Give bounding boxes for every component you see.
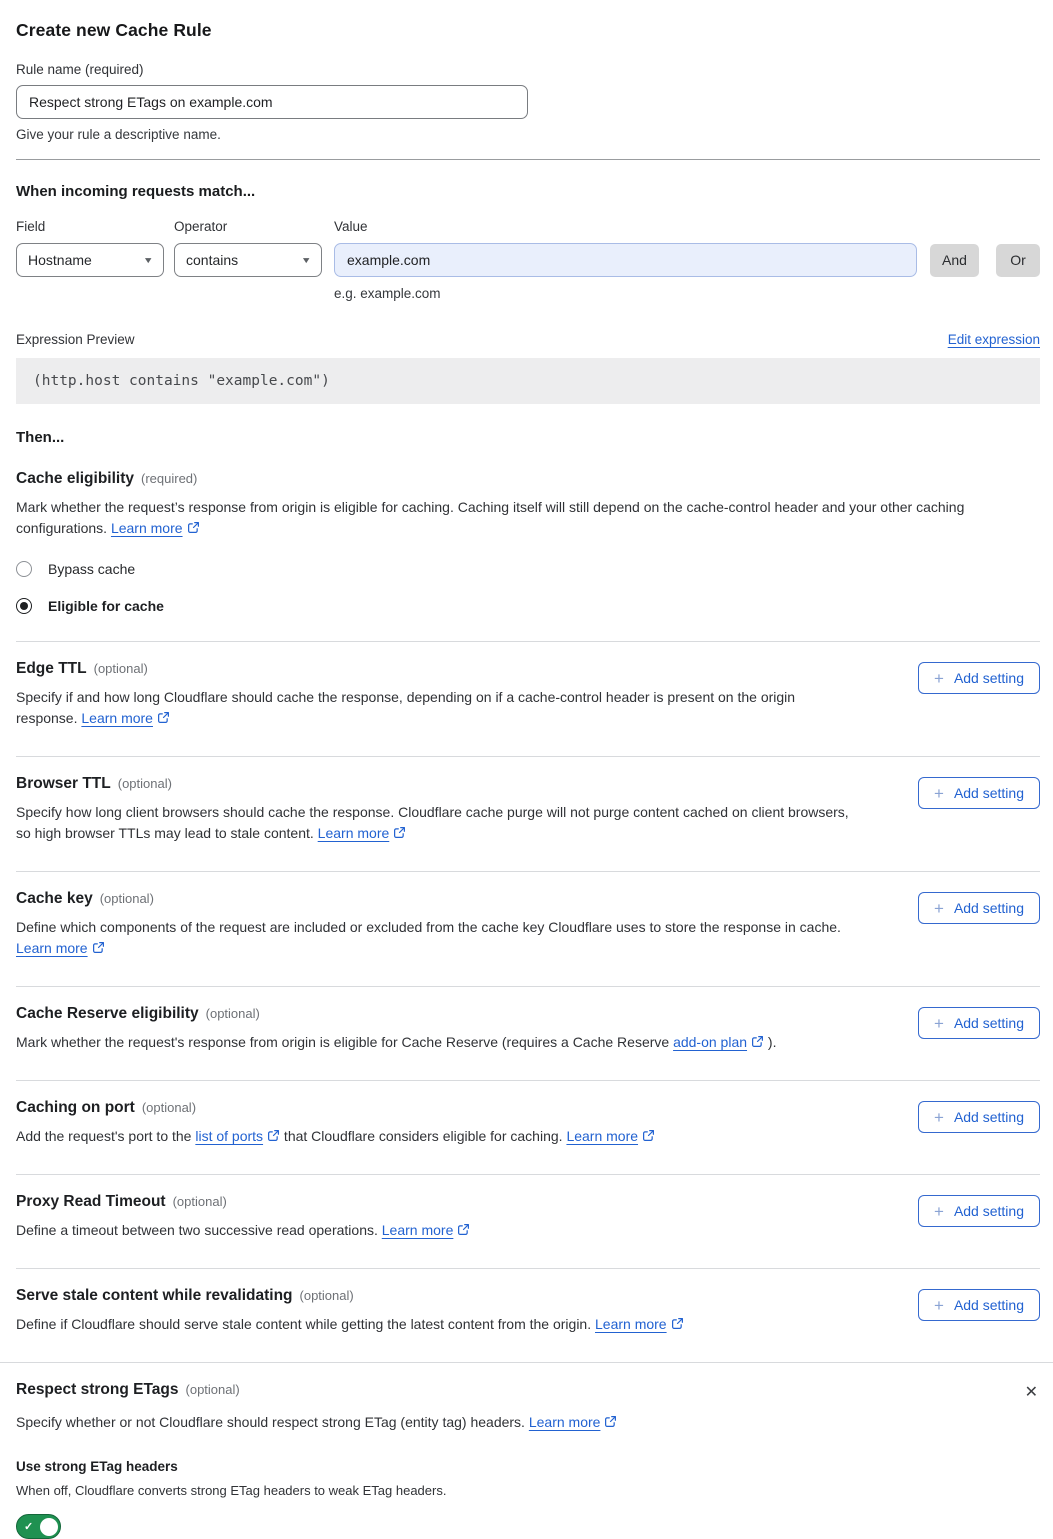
- edit-expression-link[interactable]: Edit expression: [947, 332, 1040, 347]
- plus-icon: +: [934, 668, 944, 688]
- add-setting-button[interactable]: [918, 1289, 1040, 1321]
- inline-link[interactable]: Learn more: [566, 1128, 639, 1144]
- inline-link[interactable]: add-on plan: [673, 1034, 748, 1050]
- add-setting-label: Add setting: [953, 785, 1024, 801]
- rule-name-help: Give your rule a descriptive name.: [16, 127, 221, 142]
- use-strong-etag-headers-label: Use strong ETag headers: [16, 1459, 178, 1474]
- add-setting-button[interactable]: [918, 1007, 1040, 1039]
- section-description: Mark whether the request's response from origin is eligible for Cache Reserve (requires a Cache Reserve add-on plan ).: [16, 1032, 776, 1054]
- optional-badge: (optional): [141, 1100, 197, 1115]
- section-title: Caching on port: [16, 1099, 135, 1116]
- section-description: Define if Cloudflare should serve stale content while getting the latest content from the origin. Learn more: [16, 1314, 684, 1336]
- external-link-icon: [187, 519, 200, 540]
- operator-select[interactable]: [174, 243, 322, 277]
- cache-eligibility-section: [16, 470, 1040, 614]
- page-title: Create new Cache Rule: [16, 20, 212, 40]
- inline-link[interactable]: Learn more: [16, 940, 88, 956]
- setting-section-caching-on-port: [16, 1080, 1040, 1174]
- inline-link[interactable]: Learn more: [110, 520, 183, 536]
- or-button[interactable]: Or: [996, 244, 1040, 277]
- toggle-knob: [40, 1518, 58, 1536]
- rule-name-input[interactable]: [16, 85, 528, 119]
- section-description: Add the request's port to the list of ports that Cloudflare considers eligible for caching. Learn more: [16, 1126, 655, 1148]
- inline-link[interactable]: Learn more: [528, 1414, 601, 1430]
- close-icon[interactable]: ✕: [1024, 1384, 1038, 1401]
- respect-etags-title: Respect strong ETags: [16, 1381, 179, 1398]
- external-link-icon: [751, 1033, 764, 1054]
- add-setting-label: Add setting: [953, 1297, 1024, 1313]
- plus-icon: +: [934, 1295, 944, 1315]
- section-description: Define a timeout between two successive read operations. Learn more: [16, 1220, 470, 1242]
- rule-name-label: Rule name (required): [16, 62, 144, 77]
- add-setting-label: Add setting: [953, 670, 1024, 686]
- expression-code: (http.host contains "example.com"): [16, 358, 1040, 404]
- optional-badge: (optional): [117, 776, 172, 791]
- add-setting-button[interactable]: [918, 892, 1040, 924]
- external-link-icon: [393, 824, 406, 845]
- field-select-value: Hostname: [28, 252, 92, 268]
- add-setting-button[interactable]: [918, 1101, 1040, 1133]
- required-badge: (required): [141, 471, 198, 486]
- then-heading: Then...: [16, 429, 65, 446]
- plus-icon: +: [934, 783, 944, 803]
- section-title: Serve stale content while revalidating: [16, 1287, 293, 1304]
- plus-icon: +: [934, 1107, 944, 1127]
- strong-etag-toggle[interactable]: [16, 1514, 61, 1539]
- section-title: Browser TTL: [16, 775, 111, 792]
- radio-icon: [16, 561, 32, 577]
- radio-label: Bypass cache: [48, 561, 136, 577]
- value-hint: e.g. example.com: [334, 286, 441, 301]
- cache-eligibility-title: Cache eligibility: [16, 470, 135, 487]
- add-setting-label: Add setting: [953, 1109, 1024, 1125]
- cache-eligibility-description: Mark whether the request’s response from origin is eligible for caching. Caching itself will still depend on the cache-control header and your other caching configurations. Learn more: [16, 497, 1028, 540]
- optional-settings-list: [16, 641, 1040, 1362]
- match-value-input[interactable]: [334, 243, 917, 277]
- plus-icon: +: [934, 898, 944, 918]
- expression-preview-row: [16, 332, 1040, 347]
- setting-section-serve-stale: [16, 1268, 1040, 1362]
- section-divider: [16, 159, 1040, 160]
- match-labels-row: [16, 219, 1040, 234]
- inline-link[interactable]: Learn more: [317, 825, 390, 841]
- plus-icon: +: [934, 1201, 944, 1221]
- section-title: Edge TTL: [16, 660, 87, 677]
- radio-label: Eligible for cache: [48, 598, 164, 614]
- radio-bypass-cache[interactable]: [16, 561, 1040, 577]
- optional-badge: (optional): [172, 1194, 227, 1209]
- field-label: Field: [16, 219, 46, 234]
- setting-section-browser-ttl: [16, 756, 1040, 871]
- respect-etags-description: Specify whether or not Cloudflare should respect strong ETag (entity tag) headers. Learn more: [16, 1412, 1040, 1434]
- inline-link[interactable]: Learn more: [595, 1316, 667, 1332]
- external-link-icon: [267, 1127, 280, 1148]
- section-title: Cache key: [16, 890, 93, 907]
- match-heading: When incoming requests match...: [16, 183, 256, 200]
- optional-badge: (optional): [185, 1382, 240, 1397]
- use-strong-etag-headers-description: When off, Cloudflare converts strong ETag headers to weak ETag headers.: [16, 1483, 447, 1498]
- field-select[interactable]: [16, 243, 164, 277]
- add-setting-label: Add setting: [953, 1203, 1024, 1219]
- add-setting-button[interactable]: [918, 662, 1040, 694]
- chevron-down-icon: ▼: [300, 255, 312, 265]
- value-label: Value: [334, 219, 368, 234]
- add-setting-label: Add setting: [953, 900, 1024, 916]
- and-button[interactable]: And: [930, 244, 979, 277]
- optional-badge: (optional): [93, 661, 148, 676]
- setting-section-edge-ttl: [16, 641, 1040, 756]
- external-link-icon: [642, 1127, 655, 1148]
- add-setting-label: Add setting: [953, 1015, 1024, 1031]
- section-description: Specify how long client browsers should cache the response. Cloudflare cache purge will not purge content cached on client browsers, so high browser TTLs may lead to stale content. Learn more: [16, 802, 854, 845]
- radio-icon: [16, 598, 32, 614]
- inline-link[interactable]: Learn more: [81, 710, 153, 726]
- setting-section-cache-reserve-eligibility: [16, 986, 1040, 1080]
- external-link-icon: [604, 1413, 617, 1434]
- setting-section-cache-key: [16, 871, 1040, 986]
- add-setting-button[interactable]: [918, 777, 1040, 809]
- section-description: Specify if and how long Cloudflare should cache the response, depending on if a cache-control header is present on the origin response. Learn more: [16, 687, 854, 730]
- check-icon: ✓: [24, 1520, 34, 1533]
- operator-label: Operator: [174, 219, 228, 234]
- external-link-icon: [457, 1221, 470, 1242]
- operator-select-value: contains: [186, 252, 239, 268]
- optional-badge: (optional): [299, 1288, 354, 1303]
- section-title: Proxy Read Timeout: [16, 1193, 166, 1210]
- external-link-icon: [671, 1315, 684, 1336]
- plus-icon: +: [934, 1013, 944, 1033]
- inline-link[interactable]: Learn more: [381, 1222, 454, 1238]
- optional-badge: (optional): [99, 891, 154, 906]
- radio-eligible-for-cache[interactable]: [16, 598, 1040, 614]
- expression-preview-label: Expression Preview: [16, 332, 135, 347]
- match-controls-row: [16, 243, 1040, 277]
- inline-link[interactable]: list of ports: [195, 1128, 264, 1144]
- optional-badge: (optional): [205, 1006, 260, 1021]
- section-description: Define which components of the request are included or excluded from the cache key Cloudflare uses to store the response in cache. Learn more: [16, 917, 854, 960]
- section-title: Cache Reserve eligibility: [16, 1005, 199, 1022]
- setting-section-proxy-read-timeout: [16, 1174, 1040, 1268]
- add-setting-button[interactable]: [918, 1195, 1040, 1227]
- external-link-icon: [92, 939, 105, 960]
- external-link-icon: [157, 709, 170, 730]
- chevron-down-icon: ▼: [142, 255, 154, 265]
- respect-strong-etags-section: [16, 1363, 1040, 1539]
